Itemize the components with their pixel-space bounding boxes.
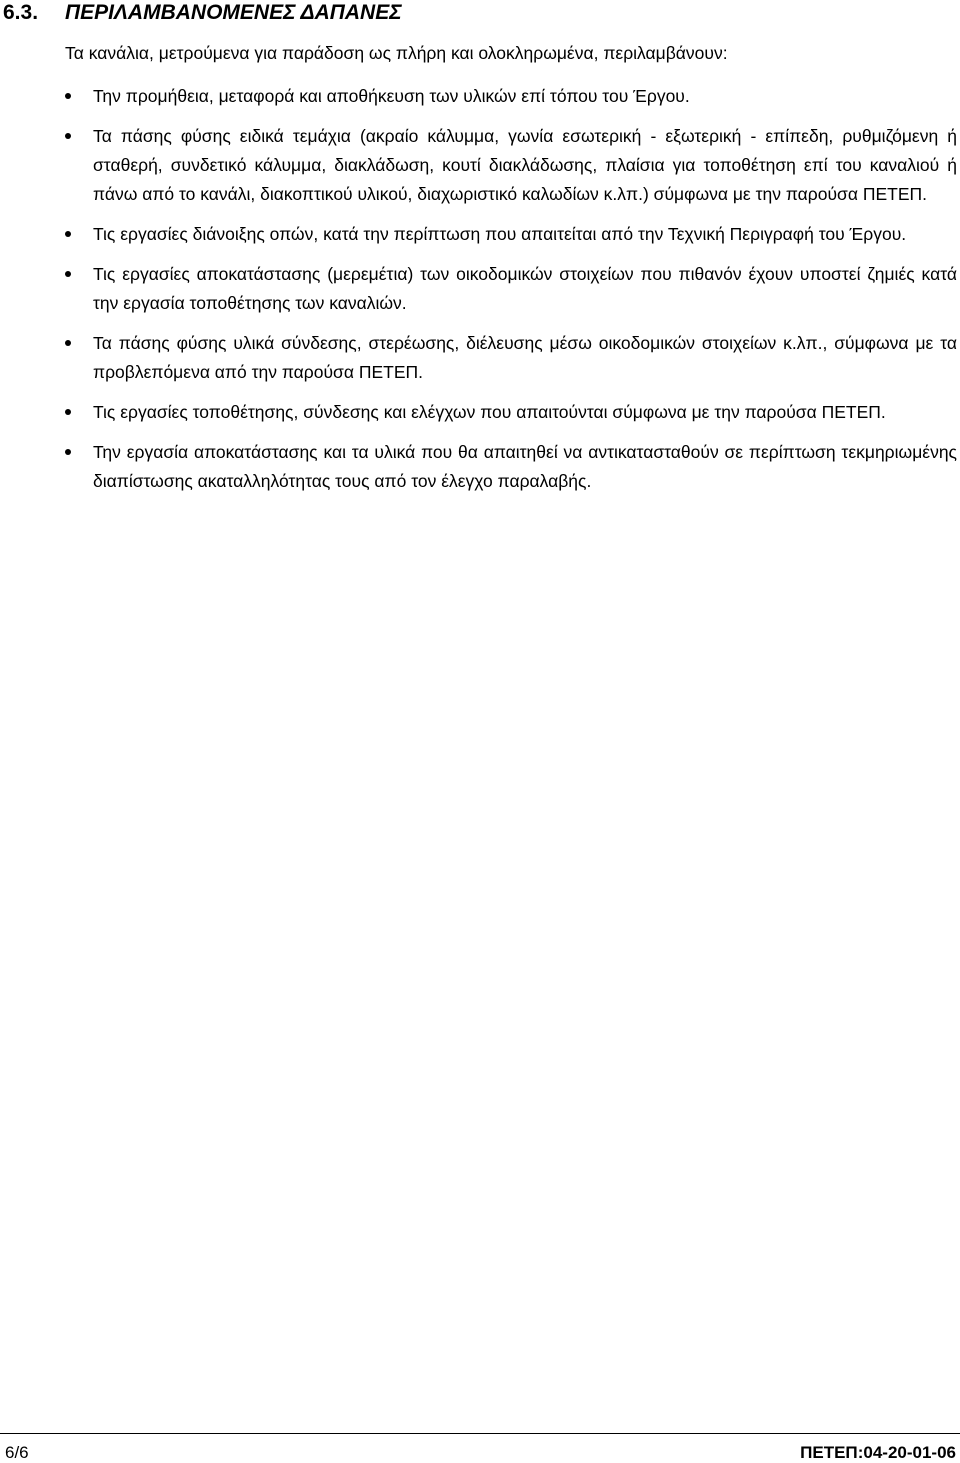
- included-costs-list: [0, 82, 960, 507]
- document-code: ΠΕΤΕΠ:04-20-01-06: [800, 1443, 956, 1462]
- list-item-text: Τις εργασίες αποκατάστασης (μερεμέτια) των οικοδομικών στοιχείων που πιθανόν έχουν υποστεί ζημιές κατά την εργασία τοποθέτησης των καναλιών.: [93, 264, 957, 313]
- list-item: [0, 398, 957, 427]
- list-item: [0, 329, 957, 387]
- section-title: ΠΕΡΙΛΑΜΒΑΝΟΜΕΝΕΣ ΔΑΠΑΝΕΣ: [65, 1, 402, 24]
- bullet-icon: [65, 93, 71, 99]
- footer-divider: [0, 1433, 960, 1434]
- list-item-text: Τις εργασίες τοποθέτησης, σύνδεσης και ελέγχων που απαιτούνται σύμφωνα με την παρούσα ΠΕΤΕΠ.: [93, 402, 886, 422]
- bullet-icon: [65, 409, 71, 415]
- page-number: 6/6: [5, 1443, 29, 1462]
- list-item: [0, 438, 957, 496]
- list-item: [0, 82, 957, 111]
- list-item: [0, 220, 957, 249]
- bullet-icon: [65, 340, 71, 346]
- list-item-text: Τα πάσης φύσης ειδικά τεμάχια (ακραίο κάλυμμα, γωνία εσωτερική - εξωτερική - επίπεδη, ρυθμιζόμενη ή σταθερή, συνδετικό κάλυμμα, διακλάδωση, κουτί διακλάδωσης, πλαίσια για τοποθέτηση επί του καναλιού ή πάνω από το κανάλι, διακοπτικού υλικού, διαχωριστικό καλωδίων κ.λπ.) σύμφωνα με την παρούσα ΠΕΤΕΠ.: [93, 126, 957, 204]
- bullet-icon: [65, 271, 71, 277]
- bullet-icon: [65, 449, 71, 455]
- list-item-text: Την προμήθεια, μεταφορά και αποθήκευση των υλικών επί τόπου του Έργου.: [93, 86, 690, 106]
- section-number: 6.3.: [3, 1, 39, 24]
- list-item: [0, 260, 957, 318]
- intro-paragraph: Τα κανάλια, μετρούμενα για παράδοση ως πλήρη και ολοκληρωμένα, περιλαμβάνουν:: [65, 43, 728, 63]
- list-item-text: Τις εργασίες διάνοιξης οπών, κατά την περίπτωση που απαιτείται από την Τεχνική Περιγραφή του Έργου.: [93, 224, 907, 244]
- section-heading: [3, 0, 402, 26]
- list-item-text: Την εργασία αποκατάστασης και τα υλικά που θα απαιτηθεί να αντικατασταθούν σε περίπτωση τεκμηριωμένης διαπίστωσης ακαταλληλότητας τους από τον έλεγχο παραλαβής.: [93, 442, 957, 491]
- bullet-icon: [65, 133, 71, 139]
- bullet-icon: [65, 231, 71, 237]
- list-item: [0, 122, 957, 209]
- list-item-text: Τα πάσης φύσης υλικά σύνδεσης, στερέωσης, διέλευσης μέσω οικοδομικών στοιχείων κ.λπ., σύμφωνα με τα προβλεπόμενα από την παρούσα ΠΕΤΕΠ.: [93, 333, 957, 382]
